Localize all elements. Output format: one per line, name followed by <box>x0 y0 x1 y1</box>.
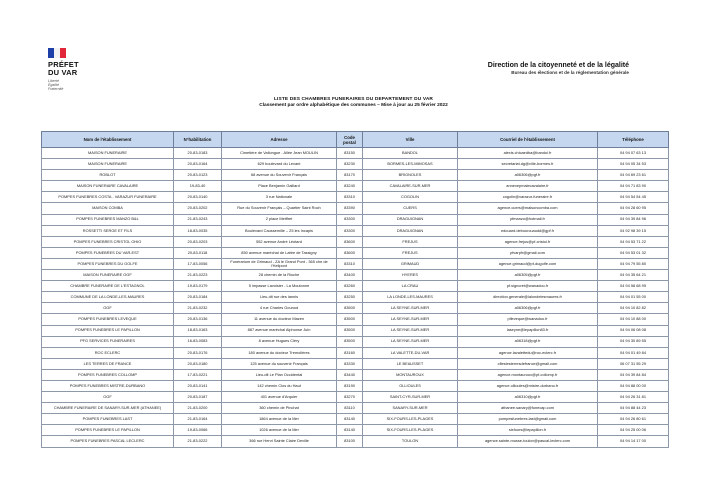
address-cell: 360 chemin de Pinchat <box>222 403 337 414</box>
city-cell: LA SEYNE-SUR-MER <box>363 336 458 347</box>
address-cell: 552 avenue André Léotard <box>222 236 337 247</box>
phone-cell: 04 94 10 82 82 <box>598 303 669 314</box>
table-row <box>42 325 669 336</box>
postal-code-cell: 83260 <box>337 281 363 292</box>
city-cell: LA LONDE-LES-MAURES <box>363 292 458 303</box>
email-cell[interactable]: annexepmaiecavalaire.fr <box>458 181 598 192</box>
postal-code-cell: 83400 <box>337 270 363 281</box>
column-header-address: Adresse <box>222 132 337 148</box>
table-row <box>42 281 669 292</box>
habilitation-number-cell: 21-83-0164 <box>174 414 222 425</box>
address-cell: 366 rue Henri Sainte Claire Deville <box>222 436 337 447</box>
city-cell: DRAGUIGNAN <box>363 214 458 225</box>
table-row <box>42 236 669 247</box>
column-header-email: Courriel de l'établissement <box>458 132 598 148</box>
habilitation-number-cell: 20-83-0123 <box>174 170 222 181</box>
habilitation-number-cell: 20-83-0176 <box>174 347 222 358</box>
email-cell[interactable]: a06318@pgf.fr <box>458 336 598 347</box>
email-cell[interactable]: agence.cuers@maisoncomba.com <box>458 203 598 214</box>
habilitation-number-cell: 20-83-0187 <box>174 392 222 403</box>
email-cell[interactable]: a06306@pgf.fr <box>458 170 598 181</box>
column-header-city: Ville <box>363 132 458 148</box>
postal-code-cell: 83160 <box>337 347 363 358</box>
city-cell: BRIGNOLES <box>363 170 458 181</box>
habilitation-number-cell: 20-83-0180 <box>174 358 222 369</box>
establishment-name-cell: OGF <box>42 303 174 314</box>
phone-cell: 04 94 07 63 13 <box>598 148 669 159</box>
phone-cell: 04 94 39 84 84 <box>598 369 669 380</box>
table-row <box>42 270 669 281</box>
address-cell: Lieu-dit rue des lannis <box>222 292 337 303</box>
address-cell: Cimetière de Vallongue - Allée Jean MOULIN <box>222 148 337 159</box>
table-row <box>42 170 669 181</box>
phone-cell: 04 94 53 01 32 <box>598 247 669 258</box>
establishment-name-cell: ROSSETTI SERGE ET FILS <box>42 225 174 236</box>
logo-line-2: DU VAR <box>48 68 78 77</box>
email-cell[interactable]: pf.signoret@wanadoo.fr <box>458 281 598 292</box>
address-cell: 68 avenue du Souvenir Français <box>222 170 337 181</box>
city-cell: LA SEYNE-SUR-MER <box>363 303 458 314</box>
address-cell: 142 chemin Clos du Haut <box>222 380 337 391</box>
phone-cell: 04 94 79 55 80 <box>598 258 669 269</box>
email-cell[interactable]: agence.frejus@pf-cristol.fr <box>458 236 598 247</box>
city-cell: DRAGUIGNAN <box>363 225 458 236</box>
phone-cell: 04 94 35 64 21 <box>598 270 669 281</box>
email-cell[interactable]: agence.lavalettedu@roc-eclerc.fr <box>458 347 598 358</box>
city-cell: SAINT-CYR-SUR-MER <box>363 392 458 403</box>
phone-cell: 04 94 14 17 00 <box>598 436 669 447</box>
address-cell: 1026 avenue de la Mer <box>222 425 337 436</box>
address-cell: Place Benjamin Gaillard <box>222 181 337 192</box>
postal-code-cell: 83300 <box>337 225 363 236</box>
republic-motto <box>48 79 108 92</box>
habilitation-number-cell: 20-83-0118 <box>174 247 222 258</box>
city-cell: FREJUS <box>363 236 458 247</box>
phone-cell: 04 94 58 68 95 <box>598 281 669 292</box>
phone-cell: 04 94 39 84 96 <box>598 214 669 225</box>
phone-cell: 04 94 25 00 06 <box>598 425 669 436</box>
habilitation-number-cell: 20-83-0164 <box>174 159 222 170</box>
habilitation-number-cell: 20-83-0184 <box>174 292 222 303</box>
postal-code-cell: 83140 <box>337 425 363 436</box>
habilitation-number-cell: 20-83-0202 <box>174 203 222 214</box>
address-cell: 5 impasse Lavoisier - La Moutonne <box>222 281 337 292</box>
establishment-name-cell: OGF <box>42 392 174 403</box>
habilitation-number-cell: 20-83-0141 <box>174 380 222 391</box>
habilitation-number-cell: 20-83-0183 <box>174 148 222 159</box>
phone-cell: 04 94 71 83 90 <box>598 181 669 192</box>
table-row <box>42 181 669 192</box>
habilitation-number-cell: 20-83-0203 <box>174 236 222 247</box>
address-cell: 850 avenue maréchal de Lattre de Tassigny <box>222 247 337 258</box>
postal-code-cell: 83140 <box>337 414 363 425</box>
column-header-habilitation: N°habilitation <box>174 132 222 148</box>
address-cell: 2 place Meiffret <box>222 214 337 225</box>
address-cell: Funérarium de Grimaud - ZA le Grand Pont - 365 che de l'Hellpont <box>222 258 337 269</box>
city-cell: BANDOL <box>363 148 458 159</box>
table-row <box>42 314 669 325</box>
table-row <box>42 159 669 170</box>
address-cell: 180 avenue du docteur Tremolières <box>222 347 337 358</box>
postal-code-cell: 83300 <box>337 214 363 225</box>
email-cell[interactable]: a06305@pgf.fr <box>458 270 598 281</box>
postal-code-cell: 83190 <box>337 380 363 391</box>
postal-code-cell: 83310 <box>337 192 363 203</box>
establishment-name-cell: POMPES FUNEBRES LE PAPILLON <box>42 425 174 436</box>
phone-cell: 04 94 10 88 00 <box>598 314 669 325</box>
table-row <box>42 148 669 159</box>
address-cell: 4 rue Charles Gounod <box>222 303 337 314</box>
phone-cell: 04 94 01 49 84 <box>598 347 669 358</box>
habilitation-number-cell: 17-83-0056 <box>174 258 222 269</box>
city-cell: SIX-FOURS-LES-PLAGES <box>363 414 458 425</box>
table-row <box>42 303 669 314</box>
address-cell: Lieu-dit Le Plan Occidental <box>222 369 337 380</box>
city-cell: CAVALAIRE-SUR-MER <box>363 181 458 192</box>
city-cell: FREJUS <box>363 247 458 258</box>
email-cell[interactable]: sixfours@lepapillon.fr <box>458 425 598 436</box>
email-cell[interactable]: pfleveque@wanadoo.fr <box>458 314 598 325</box>
habilitation-number-cell: 19-83-40 <box>174 181 222 192</box>
email-cell[interactable]: cogolin@varazur-funeraire.fr <box>458 192 598 203</box>
phone-cell: 04 94 88 00 00 <box>598 380 669 391</box>
habilitation-number-cell: 16-83-0083 <box>174 336 222 347</box>
establishment-name-cell: MAISON FUNERAIRE <box>42 159 174 170</box>
establishment-name-cell: POMPES FUNEBRES LAST <box>42 414 174 425</box>
bureau-name: Bureau des élections et de la réglementation générale <box>511 70 629 75</box>
table-row <box>42 292 669 303</box>
phone-cell: 04 94 54 54 45 <box>598 192 669 203</box>
city-cell: LA SEYNE-SUR-MER <box>363 325 458 336</box>
phone-cell: 04 92 98 39 15 <box>598 225 669 236</box>
email-cell[interactable]: a06310@pgf.fr <box>458 392 598 403</box>
table-row <box>42 203 669 214</box>
phone-cell: 04 94 30 89 55 <box>598 336 669 347</box>
city-cell: OLLIOULES <box>363 380 458 391</box>
document-title <box>0 97 707 108</box>
email-cell[interactable]: pompesfunebres.last@gmail.com <box>458 414 598 425</box>
email-cell[interactable]: cfleslesterresdefrance@gmail.com <box>458 358 598 369</box>
city-cell: LA SEYNE-SUR-MER <box>363 314 458 325</box>
address-cell: 887 avenue maréchal Alphonse Juin <box>222 325 337 336</box>
column-header-postal-code: Code postal <box>337 132 363 148</box>
email-cell[interactable]: agence.grimaud@pf-dugolfe.com <box>458 258 598 269</box>
city-cell: COGOLIN <box>363 192 458 203</box>
motto-egalite: Égalité <box>48 83 59 88</box>
phone-cell: 04 94 69 23 61 <box>598 170 669 181</box>
postal-code-cell: 83240 <box>337 181 363 192</box>
issuing-direction <box>488 62 629 75</box>
habilitation-number-cell: 17-83-0221 <box>174 369 222 380</box>
table-header-row <box>42 132 669 148</box>
establishment-name-cell: POMPES FUNEBRES PASCAL LECLERC <box>42 436 174 447</box>
address-cell: Rue du Souvenir Français – Quartier Saint Roch <box>222 203 337 214</box>
establishment-name-cell: POMPES FUNEBRES CRISTOL OHIO <box>42 236 174 247</box>
city-cell: TOULON <box>363 436 458 447</box>
table-row <box>42 425 669 436</box>
table-row <box>42 192 669 203</box>
email-cell[interactable]: alexis.chicaedba@bandol.fr <box>458 148 598 159</box>
address-cell: 28 chemin de la Rioche <box>222 270 337 281</box>
postal-code-cell: 83150 <box>337 148 363 159</box>
phone-cell: 04 94 26 31 81 <box>598 392 669 403</box>
phone-cell: 06 07 31 55 29 <box>598 358 669 369</box>
postal-code-cell: 83330 <box>337 358 363 369</box>
establishment-name-cell: ROBLOT <box>42 170 174 181</box>
phone-cell: 04 94 26 80 61 <box>598 414 669 425</box>
postal-code-cell: 83100 <box>337 436 363 447</box>
city-cell: BORMES-LES-MIMOSAS <box>363 159 458 170</box>
email-cell[interactable]: agence.ollioules@mistre-durbano.fr <box>458 380 598 391</box>
establishment-name-cell: MAISON FUNERAIRE CAVALAIRE <box>42 181 174 192</box>
city-cell: CUERS <box>363 203 458 214</box>
phone-cell: 04 94 06 08 08 <box>598 325 669 336</box>
table-row <box>42 214 669 225</box>
habilitation-number-cell: 20-83-0136 <box>174 314 222 325</box>
postal-code-cell: 83170 <box>337 170 363 181</box>
table-row <box>42 392 669 403</box>
postal-code-cell: 83390 <box>337 203 363 214</box>
establishment-name-cell: MAISON FUNERAIRE <box>42 148 174 159</box>
habilitation-number-cell: 18-83-0163 <box>174 325 222 336</box>
motto-liberte: Liberté <box>48 79 59 83</box>
postal-code-cell: 83230 <box>337 159 363 170</box>
phone-cell: 04 94 88 44 23 <box>598 403 669 414</box>
postal-code-cell: 83500 <box>337 336 363 347</box>
establishment-name-cell: POMPES FUNEBRES COLLOMP <box>42 369 174 380</box>
establishment-name-cell: CHAMBRE FUNERAIRE DE SANARY-SUR-MER (ATHANEE) <box>42 403 174 414</box>
city-cell: SANARY-SUR-MER <box>363 403 458 414</box>
table-row <box>42 414 669 425</box>
habilitation-number-cell: 21-83-0222 <box>174 436 222 447</box>
address-cell: 629 boulevard du Levant <box>222 159 337 170</box>
funeral-homes-table <box>41 131 669 448</box>
email-cell[interactable]: pfvarpfr@gmail.com <box>458 247 598 258</box>
table-row <box>42 358 669 369</box>
establishment-name-cell: POMPES FUNEBRES DU GOLFE <box>42 258 174 269</box>
city-cell: MONTAUROUX <box>363 369 458 380</box>
habilitation-number-cell: 20-83-0140 <box>174 192 222 203</box>
phone-cell: 04 94 53 71 22 <box>598 236 669 247</box>
postal-code-cell: 83500 <box>337 314 363 325</box>
address-cell: 125 avenue du souvenir Français <box>222 358 337 369</box>
postal-code-cell: 83250 <box>337 292 363 303</box>
establishment-name-cell: ROC ECLERC <box>42 347 174 358</box>
city-cell: LE BEAUSSET <box>363 358 458 369</box>
habilitation-number-cell: 19-83-0066 <box>174 425 222 436</box>
address-cell: 3 rue Nationale <box>222 192 337 203</box>
french-flag-icon <box>48 48 66 58</box>
phone-cell: 04 94 01 55 00 <box>598 292 669 303</box>
table-row <box>42 258 669 269</box>
postal-code-cell: 83270 <box>337 392 363 403</box>
email-cell[interactable]: laseyne@lepapillon83.fr <box>458 325 598 336</box>
postal-code-cell: 83600 <box>337 236 363 247</box>
table-row <box>42 347 669 358</box>
postal-code-cell: 83310 <box>337 258 363 269</box>
habilitation-number-cell: 21-83-0243 <box>174 214 222 225</box>
phone-cell: 04 94 28 60 95 <box>598 203 669 214</box>
establishment-name-cell: POMPES FUNEBRES LE PAPILLON <box>42 325 174 336</box>
table-row <box>42 247 669 258</box>
postal-code-cell: 83500 <box>337 303 363 314</box>
postal-code-cell: 83500 <box>337 325 363 336</box>
city-cell: LA CRAU <box>363 281 458 292</box>
habilitation-number-cell: 21-83-0200 <box>174 403 222 414</box>
habilitation-number-cell: 18-83-0035 <box>174 225 222 236</box>
city-cell: LA VALETTE-DU-VAR <box>363 347 458 358</box>
title-line-1: LISTE DES CHAMBRES FUNERAIRES DU DEPARTEMENT DU VAR <box>273 97 434 102</box>
column-header-name: Nom de l'établissement <box>42 132 174 148</box>
email-cell[interactable]: agence.montauroux@pf-collomp.fr <box>458 369 598 380</box>
establishment-name-cell: LES TERRES DE FRANCE <box>42 358 174 369</box>
address-cell: 8 avenue Hugues Cléry <box>222 336 337 347</box>
table-row <box>42 380 669 391</box>
city-cell: SIX-FOURS-LES-PLAGES <box>363 425 458 436</box>
logo-line-1: PRÉFET <box>48 60 79 69</box>
table-row <box>42 369 669 380</box>
phone-cell: 04 94 05 34 53 <box>598 159 669 170</box>
direction-name: Direction de la citoyenneté et de la légalité <box>487 62 629 69</box>
habilitation-number-cell: 21-83-0232 <box>174 303 222 314</box>
postal-code-cell: 83600 <box>337 247 363 258</box>
address-cell: Boulevard Caussemille – 25 les Incapis <box>222 225 337 236</box>
establishment-name-cell: POMPES FUNEBRES DU VAR-EST <box>42 247 174 258</box>
habilitation-number-cell: 19-83-0179 <box>174 281 222 292</box>
establishment-name-cell: POMPES FUNEBRES MANZO B&L <box>42 214 174 225</box>
email-cell[interactable]: pfmanzo@hotmail.fr <box>458 214 598 225</box>
email-cell[interactable]: agence.sainte-musse-toulon@pascal-leclerc.com <box>458 436 598 447</box>
establishment-name-cell: MAISON COMBA <box>42 203 174 214</box>
establishment-name-cell: COMMUNE DE LA LONDE-LES-MAURES <box>42 292 174 303</box>
establishment-name-cell: POMPES FUNEBRES LEVEQUE <box>42 314 174 325</box>
email-cell[interactable]: a06306@pgf.fr <box>458 303 598 314</box>
address-cell: 401 avenue d'Arquier <box>222 392 337 403</box>
title-line-2: Classement par ordre alphabétique des communes – Mise à jour au 25 février 2022 <box>259 103 448 108</box>
establishment-name-cell: MAISON FUNERAIRE OGF <box>42 270 174 281</box>
table-row <box>42 436 669 447</box>
habilitation-number-cell: 21-83-0223 <box>174 270 222 281</box>
table-row <box>42 225 669 236</box>
address-cell: 1864 avenue de la Mer <box>222 414 337 425</box>
prefet-du-var-logo <box>48 48 108 92</box>
establishment-name-cell: PFG SERVICES FUNERAIRES <box>42 336 174 347</box>
city-cell: HYERES <box>363 270 458 281</box>
email-cell[interactable]: athanee.sanary@funecap.com <box>458 403 598 414</box>
establishment-name-cell: POMPES FUNEBRES MISTRE-DURBANO <box>42 380 174 391</box>
motto-fraternite: Fraternité <box>48 87 64 92</box>
establishment-name-cell: POMPES FUNEBRES COSTA - VARAZUR FUNERAIRE <box>42 192 174 203</box>
postal-code-cell: 83110 <box>337 403 363 414</box>
postal-code-cell: 83440 <box>337 369 363 380</box>
column-header-phone: Téléphone <box>598 132 669 148</box>
establishment-name-cell: CHAMBRE FUNERAIRE DE L'ESTAGNOL <box>42 281 174 292</box>
email-cell[interactable]: edouard.debourcuaudd@gpf.fr <box>458 225 598 236</box>
table-row <box>42 403 669 414</box>
email-cell[interactable]: secretariat.dg@ville-bormes.fr <box>458 159 598 170</box>
table-row <box>42 336 669 347</box>
email-cell[interactable]: direction.generale@lalondelesmaures.fr <box>458 292 598 303</box>
address-cell: 11 avenue du docteur Mazen <box>222 314 337 325</box>
city-cell: GRIMAUD <box>363 258 458 269</box>
